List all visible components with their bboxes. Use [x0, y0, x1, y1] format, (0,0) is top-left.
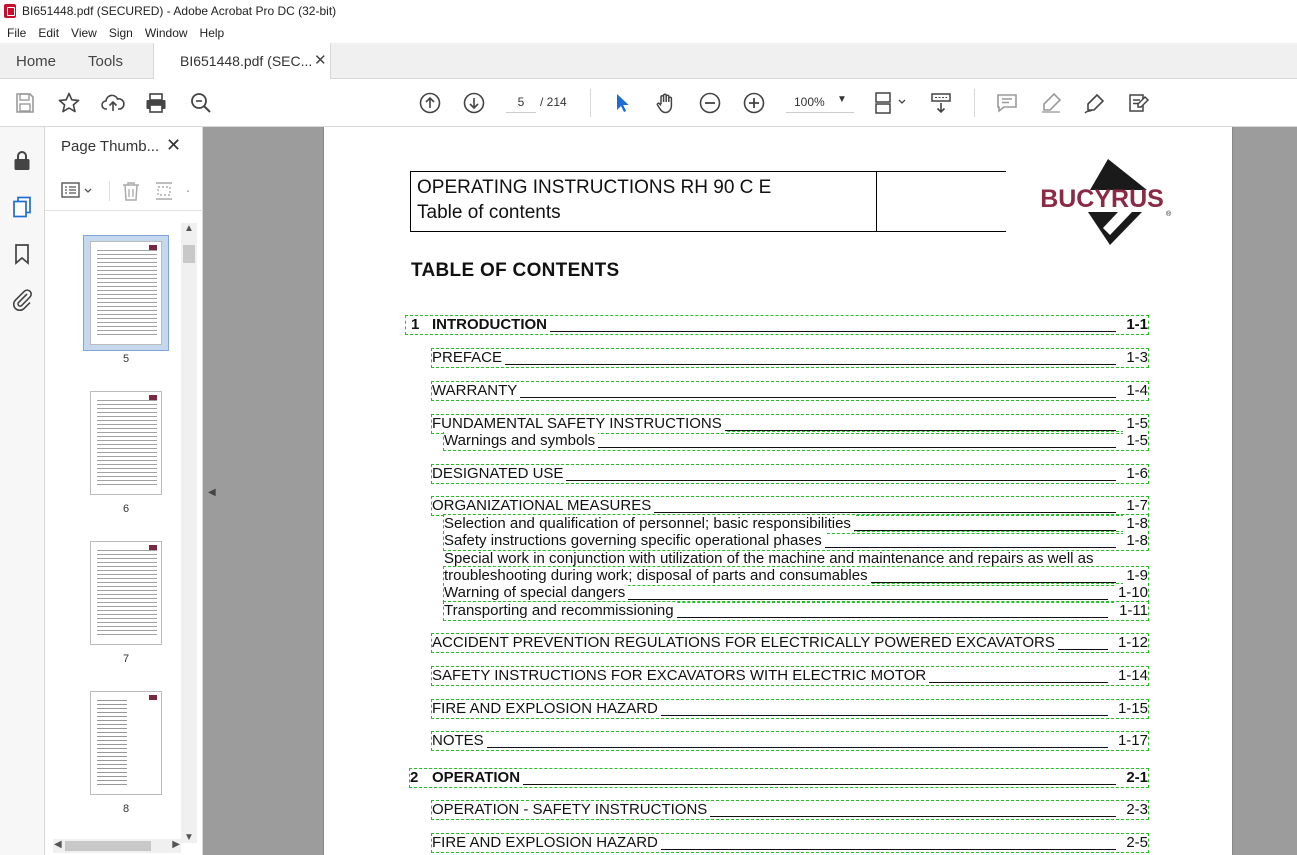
- header-rule-divider: [876, 171, 877, 232]
- menu-help[interactable]: Help: [199, 26, 225, 40]
- toc-entry-title: OPERATION: [432, 769, 523, 786]
- toc-leader: [546, 331, 1116, 332]
- toc-entry-title: SAFETY INSTRUCTIONS FOR EXCAVATORS WITH ELECTRIC MOTOR: [432, 667, 929, 684]
- toc-entry-warranty[interactable]: [432, 382, 1148, 400]
- toc-entry-notes[interactable]: [432, 732, 1148, 750]
- menu-window[interactable]: Window: [144, 26, 188, 40]
- header-rule-left: [410, 171, 411, 232]
- thumbnail-logo: [149, 245, 157, 250]
- toc-entry-title: WARRANTY: [432, 382, 520, 399]
- header-rule-top: [410, 171, 1006, 172]
- toc-entry-page: 1-11: [1116, 602, 1148, 619]
- close-panel-icon[interactable]: ✕: [166, 135, 182, 155]
- document-title: OPERATING INSTRUCTIONS RH 90 C E: [417, 177, 772, 198]
- toc-entry-fire-explosion-2[interactable]: [432, 834, 1148, 852]
- toc-leader: [432, 364, 1116, 365]
- edit-form-icon[interactable]: [1127, 91, 1151, 115]
- toc-entry-title: ACCIDENT PREVENTION REGULATIONS FOR ELECTRICALLY POWERED EXCAVATORS: [432, 634, 1058, 651]
- menu-sign[interactable]: Sign: [108, 26, 133, 40]
- upload-cloud-icon[interactable]: [101, 91, 125, 115]
- header-rule-bottom: [410, 231, 1006, 232]
- thumbnails-vertical-scrollbar[interactable]: [181, 223, 197, 843]
- previous-page-icon[interactable]: [418, 91, 442, 115]
- thumbnail-logo: [149, 395, 157, 400]
- thumbnail-text-lines: [97, 400, 157, 488]
- toc-entry-title: Warning of special dangers: [444, 584, 628, 601]
- toc-entry-page: 2-5: [1123, 834, 1148, 851]
- page-total: / 214: [540, 95, 567, 109]
- menu-edit[interactable]: Edit: [38, 26, 60, 40]
- zoom-level-dropdown[interactable]: [786, 91, 854, 113]
- more-tools-icon[interactable]: .: [186, 179, 190, 195]
- close-tab-icon[interactable]: ✕: [314, 52, 327, 69]
- hand-tool-icon[interactable]: [654, 91, 678, 115]
- tab-document-label: BI651448.pdf (SEC...: [180, 53, 313, 69]
- menu-view[interactable]: View: [71, 26, 97, 40]
- toc-entry-special-work[interactable]: [444, 567, 1148, 585]
- toc-entry-title: OPERATION - SAFETY INSTRUCTIONS: [432, 801, 710, 818]
- toc-entry-page: 1-12: [1115, 634, 1148, 651]
- toolbar-divider: [590, 89, 591, 117]
- toc-entry-designated-use[interactable]: [432, 465, 1148, 483]
- zoom-in-icon[interactable]: [742, 91, 766, 115]
- toolbar-divider: [109, 181, 110, 201]
- toc-heading: TABLE OF CONTENTS: [411, 260, 620, 281]
- toc-entry-page: 1-8: [1123, 515, 1148, 532]
- delete-page-icon[interactable]: [120, 180, 142, 202]
- toc-entry-page: 1-5: [1123, 415, 1148, 432]
- tab-home[interactable]: Home: [16, 53, 57, 70]
- thumbnail-toolbar: [45, 171, 203, 211]
- zoom-out-icon[interactable]: [698, 91, 722, 115]
- thumbnail-text-lines: [97, 700, 127, 788]
- toc-leader: [432, 397, 1116, 398]
- toc-entry-electric-motor[interactable]: [432, 667, 1148, 685]
- thumbnails-horizontal-scrollbar[interactable]: [53, 839, 181, 853]
- thumbnail-logo: [149, 545, 157, 550]
- title-bar: [0, 0, 1297, 23]
- toc-entry-title: FIRE AND EXPLOSION HAZARD: [432, 700, 661, 717]
- page-thumbnails-panel: [45, 127, 203, 855]
- toc-leader: [520, 784, 1116, 785]
- thumbnail-options-icon[interactable]: [61, 180, 95, 202]
- toc-entry-title: troubleshooting during work; disposal of parts and consumables: [444, 567, 871, 584]
- toc-entry-page: 1-6: [1123, 465, 1148, 482]
- toc-entry-page: 2-3: [1123, 801, 1148, 818]
- toc-entry-special-work-line1: Special work in conjunction with utilization of the machine and maintenance and repairs as well as: [444, 550, 1094, 567]
- window-title: BI651448.pdf (SECURED) - Adobe Acrobat Pro DC (32-bit): [22, 4, 337, 18]
- tab-tools[interactable]: Tools: [88, 53, 124, 70]
- zoom-search-icon[interactable]: [189, 91, 213, 115]
- sign-pen-icon[interactable]: [1083, 91, 1107, 115]
- lock-icon[interactable]: [10, 149, 34, 173]
- extract-page-icon[interactable]: [153, 180, 175, 202]
- tab-document[interactable]: [153, 43, 331, 79]
- menu-bar: [0, 23, 1297, 43]
- toc-entry-page: 1-3: [1123, 349, 1148, 366]
- canvas-margin: [1233, 127, 1297, 855]
- toc-entry-special-dangers[interactable]: [444, 584, 1148, 602]
- toc-entry-title: Warnings and symbols: [444, 432, 598, 449]
- toc-chapter-number: 2: [410, 769, 421, 786]
- thumbnail-text-lines: [97, 550, 157, 638]
- toc-entry-title: Selection and qualification of personnel; basic responsibilities: [444, 515, 854, 532]
- next-page-icon[interactable]: [462, 91, 486, 115]
- toc-chapter-number: 1: [411, 316, 422, 333]
- toc-entry-introduction[interactable]: [406, 316, 1148, 334]
- tab-bar: [0, 43, 1297, 79]
- toc-entry-safety-operational-phases[interactable]: [444, 532, 1148, 550]
- toc-entry-page: 1-1: [1123, 316, 1148, 333]
- thumbnail-page-number: 8: [122, 803, 130, 815]
- page-thumbnail-5[interactable]: [90, 241, 162, 345]
- collapse-panel-icon[interactable]: ◀: [208, 487, 216, 498]
- thumbnail-page-number: 7: [122, 653, 130, 665]
- toc-entry-organizational-measures[interactable]: [432, 497, 1148, 515]
- menu-file[interactable]: File: [7, 26, 27, 40]
- document-viewport[interactable]: [203, 127, 1297, 855]
- toc-entry-title: Transporting and recommissioning: [444, 602, 677, 619]
- toc-entry-page: 1-5: [1123, 432, 1148, 449]
- thumbnail-text-lines: [97, 250, 157, 338]
- thumbnail-page-number: 5: [122, 353, 130, 365]
- thumbnail-logo: [149, 695, 157, 700]
- bookmark-star-icon[interactable]: [57, 91, 81, 115]
- toc-entry-page: 1-14: [1115, 667, 1148, 684]
- toc-entry-page: 1-9: [1123, 567, 1148, 584]
- page-thumbnail-8[interactable]: [90, 691, 162, 795]
- logo-text: BUCYRUS: [1040, 185, 1164, 213]
- toc-entry-page: 2-1: [1123, 769, 1148, 786]
- select-cursor-icon[interactable]: [610, 91, 634, 115]
- scrollbar-thumb[interactable]: [65, 841, 151, 851]
- scroll-down-icon[interactable]: ▼: [184, 832, 194, 843]
- bucyrus-logo: [1030, 157, 1175, 247]
- panel-title: Page Thumb...: [61, 138, 160, 155]
- toc-entry-title: PREFACE: [432, 349, 505, 366]
- comment-icon[interactable]: [995, 91, 1019, 115]
- toc-entry-title: ORGANIZATIONAL MEASURES: [432, 497, 654, 514]
- page-number-input[interactable]: [506, 91, 536, 113]
- toc-entry-title: Safety instructions governing specific operational phases: [444, 532, 825, 549]
- toc-entry-page: 1-7: [1123, 497, 1148, 514]
- page-display-icon[interactable]: [873, 91, 907, 115]
- bookmarks-icon[interactable]: [10, 242, 34, 266]
- toolbar: [0, 79, 1297, 127]
- toc-entry-preface[interactable]: [432, 349, 1148, 367]
- toolbar-divider: [974, 89, 975, 117]
- toc-entry-warnings-symbols[interactable]: [444, 432, 1148, 450]
- toc-entry-accident-prevention[interactable]: [432, 634, 1148, 652]
- registered-mark: ®: [1166, 211, 1172, 218]
- toc-entry-title: FIRE AND EXPLOSION HAZARD: [432, 834, 661, 851]
- zoom-level-value: 100%: [794, 95, 825, 109]
- acrobat-pdf-icon: [4, 4, 16, 18]
- toc-entry-title: INTRODUCTION: [432, 316, 550, 333]
- toc-entry-page: 1-15: [1115, 700, 1148, 717]
- toc-leader: [432, 747, 1108, 748]
- save-icon[interactable]: [13, 91, 37, 115]
- scroll-up-icon[interactable]: ▲: [184, 223, 194, 234]
- print-icon[interactable]: [144, 91, 168, 115]
- toc-entry-title: NOTES: [432, 732, 487, 749]
- toc-entry-operation-safety[interactable]: [432, 801, 1148, 819]
- thumbnail-page-number: 6: [122, 503, 130, 515]
- page-thumbnail-7[interactable]: [90, 541, 162, 645]
- scroll-right-icon[interactable]: ▶: [172, 839, 180, 850]
- scroll-mode-icon[interactable]: [929, 91, 953, 115]
- left-navigation-rail: [0, 127, 45, 855]
- pdf-page: [323, 127, 1233, 855]
- toc-entry-title: FUNDAMENTAL SAFETY INSTRUCTIONS: [432, 415, 725, 432]
- toc-entry-fire-explosion[interactable]: [432, 700, 1148, 718]
- scrollbar-thumb[interactable]: [183, 245, 195, 263]
- toc-entry-title: DESIGNATED USE: [432, 465, 566, 482]
- toc-entry-page: 1-8: [1123, 532, 1148, 549]
- highlight-pen-icon[interactable]: [1039, 91, 1063, 115]
- attachments-paperclip-icon[interactable]: [10, 287, 34, 311]
- toc-entry-page: 1-17: [1115, 732, 1148, 749]
- page-thumbnail-6[interactable]: [90, 391, 162, 495]
- document-subtitle: Table of contents: [417, 202, 561, 223]
- scroll-left-icon[interactable]: ◀: [54, 839, 62, 850]
- toc-entry-page: 1-4: [1123, 382, 1148, 399]
- toc-entry-operation[interactable]: [410, 769, 1148, 787]
- toc-entry-transporting[interactable]: [444, 602, 1148, 620]
- chevron-down-icon: ▼: [837, 94, 847, 105]
- toc-entry-fundamental-safety[interactable]: [432, 415, 1148, 433]
- page-thumbnails-icon[interactable]: [10, 195, 34, 219]
- toc-entry-selection-personnel[interactable]: [444, 515, 1148, 533]
- toc-entry-page: 1-10: [1115, 584, 1148, 601]
